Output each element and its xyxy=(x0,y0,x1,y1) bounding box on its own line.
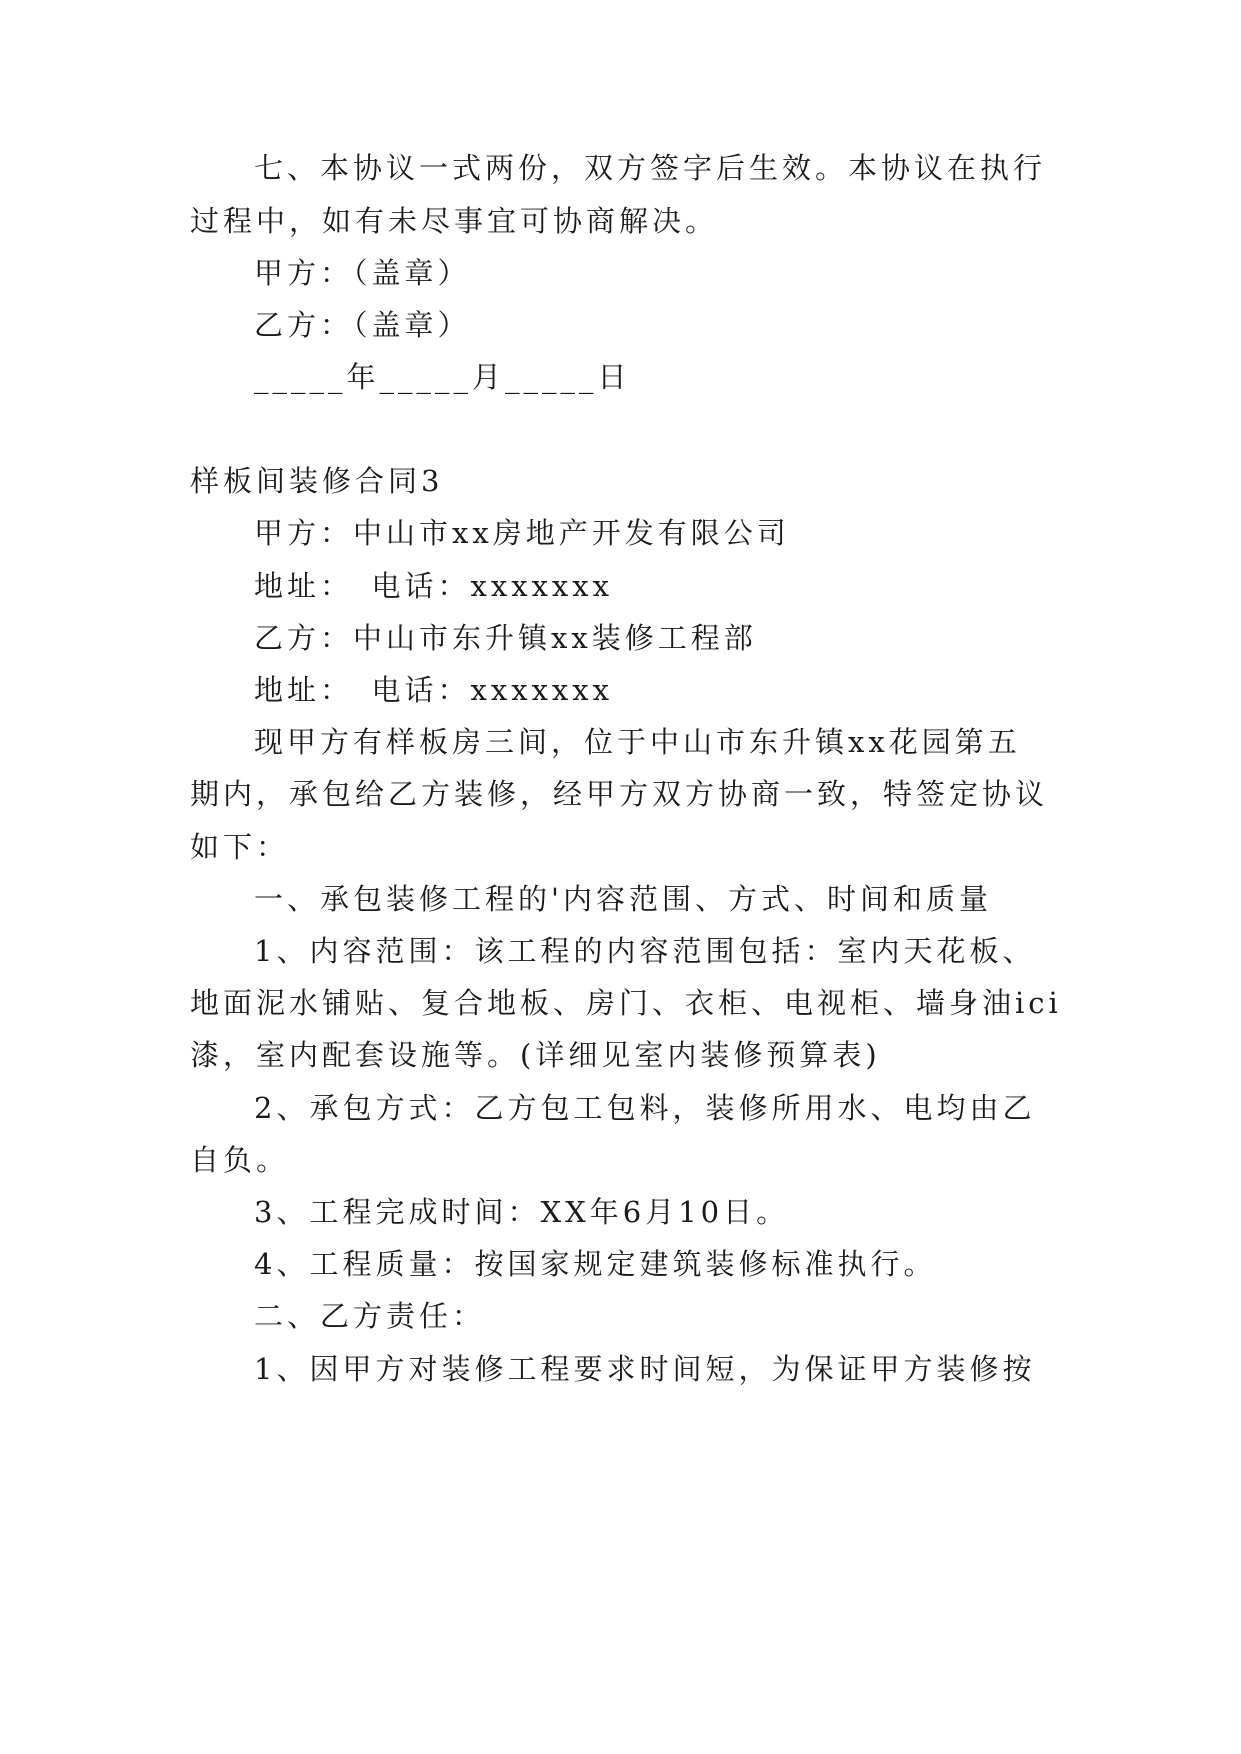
paragraph-line: 现甲方有样板房三间，位于中山市东升镇xx花园第五 xyxy=(254,725,1021,759)
paragraph-line: 过程中，如有未尽事宜可协商解决。 xyxy=(190,204,719,238)
paragraph-line: 七、本协议一式两份，双方签字后生效。本协议在执行 xyxy=(254,151,1047,185)
signature-line-party-a: 甲方：（盖章） xyxy=(254,256,471,290)
paragraph-line: 自负。 xyxy=(190,1143,290,1177)
paragraph-line: 1、内容范围：该工程的内容范围包括：室内天花板、 xyxy=(254,934,1036,968)
section-heading: 二、乙方责任： xyxy=(254,1299,486,1333)
party-a-name: 甲方：中山市xx房地产开发有限公司 xyxy=(254,516,790,550)
signature-line-party-b: 乙方：（盖章） xyxy=(254,308,471,342)
paragraph-line: 3、工程完成时间：XX年6月10日。 xyxy=(254,1195,790,1229)
paragraph-line: 如下： xyxy=(190,830,290,864)
section-heading: 一、承包装修工程的'内容范围、方式、时间和质量 xyxy=(254,882,992,916)
paragraph-line: 期内，承包给乙方装修，经甲方双方协商一致，特签定协议 xyxy=(190,777,1049,811)
paragraph-line: 地面泥水铺贴、复合地板、房门、衣柜、电视柜、墙身油ici xyxy=(190,986,1062,1020)
paragraph-line: 2、承包方式：乙方包工包料，装修所用水、电均由乙 xyxy=(254,1091,1036,1125)
paragraph-line: 漆，室内配套设施等。(详细见室内装修预算表) xyxy=(190,1038,881,1072)
date-line: _____年_____月_____日 xyxy=(254,360,631,394)
party-b-contact: 地址： 电话：xxxxxxx xyxy=(254,673,613,707)
paragraph-line: 1、因甲方对装修工程要求时间短，为保证甲方装修按 xyxy=(254,1352,1036,1386)
party-b-name: 乙方：中山市东升镇xx装修工程部 xyxy=(254,621,757,655)
contract-title: 样板间装修合同3 xyxy=(190,464,444,498)
paragraph-line: 4、工程质量：按国家规定建筑装修标准执行。 xyxy=(254,1247,937,1281)
party-a-contact: 地址： 电话：xxxxxxx xyxy=(254,569,613,603)
